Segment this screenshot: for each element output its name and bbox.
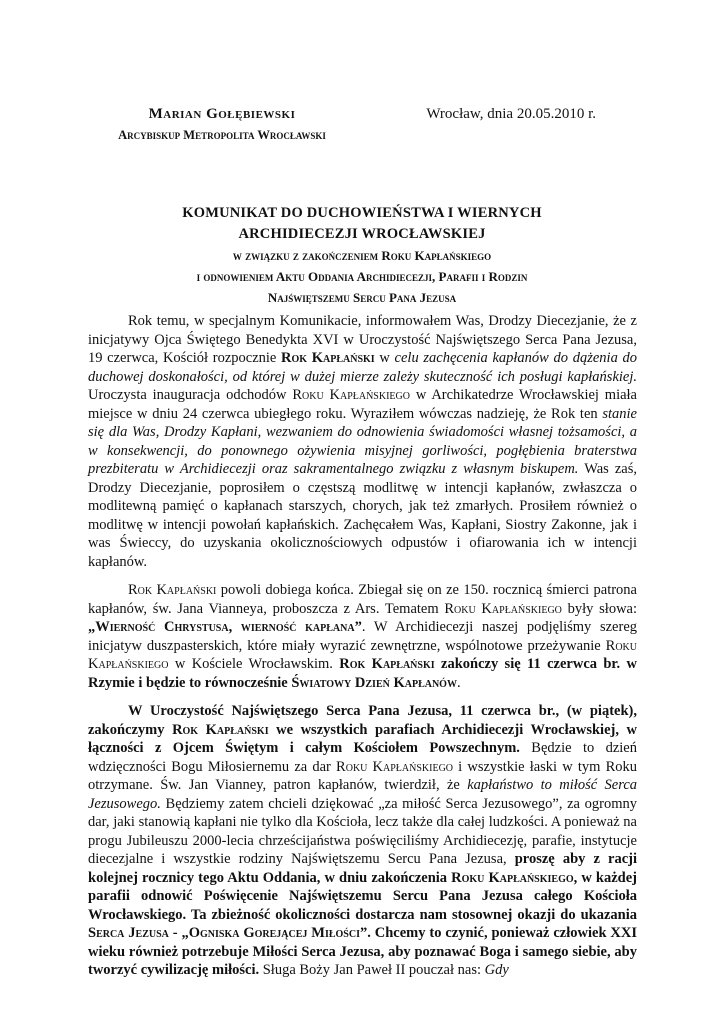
text-run: we wszystkich parafiach Archidiecezji Wrocławskiej, w łączności z Ojcem Świętym i całym Kościołem Powszechnym.: [88, 721, 637, 756]
text-run: Światowy Dzień Kapłanów: [291, 674, 457, 691]
text-run: kapłaństwo to miłość Serca Jezusowego.: [88, 777, 638, 812]
text-run: Sługa Boży Jan Paweł II pouczał nas:: [259, 962, 485, 978]
text-run: Gdy: [484, 962, 509, 978]
title-line-5: Najświętszemu Sercu Pana Jezusa: [267, 290, 457, 305]
text-run: Roku Kapłańskiego: [292, 387, 410, 403]
text-run: były słowa:: [561, 600, 638, 617]
text-run: Uroczysta inauguracja odchodów: [88, 387, 293, 403]
text-run: stanie się dla Was, Drodzy Kapłani, wezwaniem do odnowienia świadomości własnej tożsamości, a w konsekwencji, do ponownego ożywienia misyjnej gorliwości, pogłębienia braterstwa prezbiteratu w Archidiecezji oraz sakramentalnego związku z własnym biskupem.: [88, 405, 637, 477]
author-name: Marian Gołębiewski: [148, 106, 296, 122]
text-run: proszę aby z racji kolejnej rocznicy tego Aktu Oddania, w dniu zakończenia: [88, 851, 638, 886]
text-run: Rok Kapłański: [128, 582, 217, 598]
text-run: Was zaś, Drodzy Diecezjanie, poprosiłem o częstszą modlitwę w intencji kapłanów, zwłaszcza o modlitewną pamięć o kapłanach starszych, chorych, jak też zmarłych. Prosiłem również o modlitwę w intencji powołań kapłańskich. Zachęcałem Was, Kapłani, Siostry Zakonne, jak i was Świeccy, do uzyskania okolicznościowych odpustów i ofiarowania ich w intencji kapłanów.: [88, 461, 637, 570]
text-run: , w każdej parafii odnowić Poświęcenie Najświętszemu Sercu Pana Jezusa całego Kościoła Wrocławskiego. Ta zbieżność okoliczności dostarcza nam stosownej okazji do ukazania: [88, 869, 637, 923]
title-line-1: KOMUNIKAT DO DUCHOWIEŃSTWA I WIERNYCH: [182, 205, 542, 221]
text-run: Roku Kapłańskiego: [336, 758, 454, 775]
text-run: Serca Jezusa - „Ogniska Gorejącej Miłości”: [88, 925, 368, 941]
text-run: . Chcemy to czynić, ponieważ człowiek XXI wieku również potrzebuje Miłości Serca Jezusa, aby poznawać Boga i samego siebie, aby tworzyć cywilizację miłości.: [88, 925, 637, 978]
letter-body: [88, 312, 637, 990]
text-run: Będzie to dzień wdzięczności Bogu Miłosiernemu za dar: [88, 740, 637, 775]
text-run: powoli dobiega końca. Zbiegał się on ze 150. rocznicą śmierci patrona kapłanów, św. Jana Vianneya, proboszcza z Ars. Tematem: [88, 582, 637, 617]
text-run: i wszystkie łaski w tym Roku otrzymane. Św. Jan Vianney, patron kapłanów, twierdził, że: [88, 758, 637, 793]
text-run: Będziemy zatem chcieli dziękować „za miłość Serca Jezusowego”, za ogromny dar, jaki stanowią kapłani nie tylko dla Kościoła, lecz także dla całej ludzkości. A ponieważ na progu Jubileuszu 2000-lecia chrześcijaństwa poświęciliśmy Archidiecezję, parafie, instytucje diecezjalne i wszystkie rodziny Najświętszemu Sercu Pana Jezusa,: [88, 795, 637, 867]
text-run: celu zachęcenia kapłanów do dążenia do duchowej doskonałości, od której w dużej mierze zależy skuteczność ich posługi kapłańskiej.: [88, 350, 638, 385]
text-run: „Wierność Chrystusa, wierność kapłana”: [88, 619, 362, 635]
text-run: Roku Kapłańskiego: [444, 600, 562, 617]
author-title: Arcybiskup Metropolita Wrocławski: [118, 128, 326, 142]
text-run: Rok Kapłański: [339, 656, 435, 672]
text-run: Rok Kapłański: [281, 350, 375, 366]
title-line-4: i odnowieniem Aktu Oddania Archidiecezji, Parafii i Rodzin: [196, 269, 528, 284]
text-run: w Kościele Wrocławskim.: [168, 656, 340, 672]
text-run: . W Archidiecezji naszej podjęliśmy szereg inicjatyw duszpasterskich, które miały wyrazić zewnętrzne, wspólnotowe przeżywanie: [88, 619, 638, 654]
paragraph-3: [88, 702, 637, 980]
text-run: W Uroczystość Najświętszego Serca Pana Jezusa, 11 czerwca br., (w piątek), zakończymy: [88, 703, 637, 738]
title-line-2: ARCHIDIECEZJI WROCŁAWSKIEJ: [238, 226, 486, 242]
author-block: [72, 104, 372, 146]
paragraph-1: [88, 312, 637, 571]
text-run: .: [456, 674, 461, 691]
text-run: w Archikatedrze Wrocławskiej miała miejsce w dniu 24 czerwca ubiegłego roku. Wyraziłem wówczas nadzieję, że Rok ten: [88, 387, 637, 422]
text-run: Roku Kapłańskiego: [451, 869, 574, 886]
title-line-3: w związku z zakończeniem Roku Kapłańskiego: [232, 248, 492, 263]
text-run: zakończy się 11 czerwca br. w Rzymie i będzie to równocześnie: [88, 656, 637, 691]
text-run: w: [374, 350, 395, 366]
paragraph-2: [88, 581, 637, 692]
text-run: Roku Kapłańskiego: [88, 637, 637, 672]
text-run: Rok Kapłański: [172, 721, 269, 738]
document-title: [90, 203, 634, 308]
text-run: Rok temu, w specjalnym Komunikacie, informowałem Was, Drodzy Diecezjanie, że z inicjatywy Ojca Świętego Benedykta XVI w Uroczystość Najświętszego Serca Pana Jezusa, 19 czerwca, Kościół rozpocznie: [88, 313, 637, 366]
place-date: Wrocław, dnia 20.05.2010 r.: [426, 106, 596, 122]
